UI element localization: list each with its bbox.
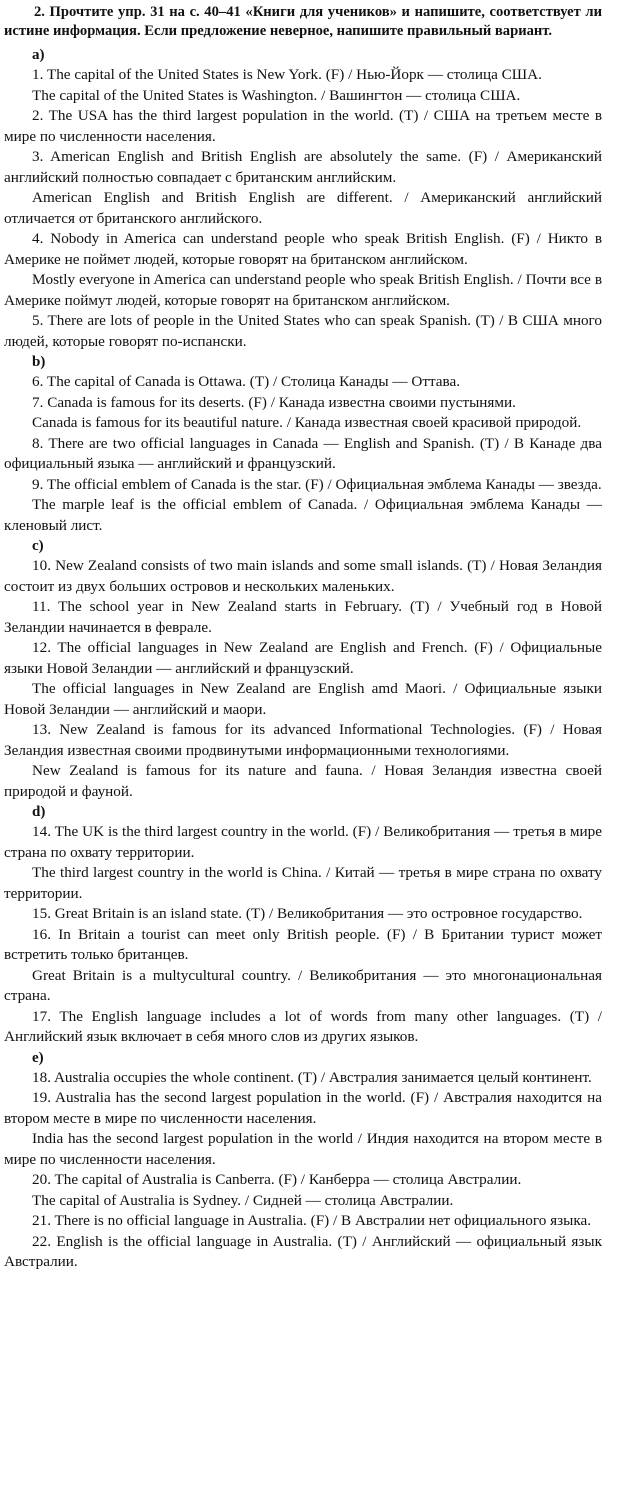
answer-paragraph: India has the second largest population in the world / Индия находится на втором месте в мире по численности населения. [4, 1130, 602, 1168]
answer-paragraph: 10. New Zealand consists of two main islands and some small islands. (T) / Новая Зеландия состоит из двух больших островов и нескольких маленьких. [4, 557, 602, 595]
answer-section [4, 1048, 602, 1273]
answer-paragraph: 18. Australia occupies the whole continent. (T) / Австралия занимается целый континент. [32, 1068, 592, 1086]
answer-sections [4, 45, 602, 1273]
answer-paragraph: 7. Canada is famous for its deserts. (F) / Канада известна своими пустынями. [32, 393, 516, 411]
section-label: b) [32, 354, 46, 370]
answer-paragraph: New Zealand is famous for its nature and fauna. / Новая Зеландия известна своей природой и фауной. [4, 762, 602, 800]
answer-paragraph: 8. There are two official languages in Canada — English and Spanish. (T) / В Канаде два официальный языка — английский и французский. [4, 434, 602, 472]
answer-paragraph: 4. Nobody in America can understand people who speak British English. (F) / Никто в Америке не поймет людей, которые говорят на британском английском. [4, 230, 602, 268]
answer-paragraph: American English and British English are different. / Американский английский отличается от британского английского. [4, 189, 602, 227]
answer-paragraph: 3. American English and British English are absolutely the same. (F) / Американский английский полностью совпадает с британским английским. [4, 148, 602, 186]
answer-paragraph: 13. New Zealand is famous for its advanced Informational Technologies. (F) / Новая Зеландия известная своими продвинутыми информационными технологиями. [4, 721, 602, 759]
answer-paragraph: The marple leaf is the official emblem of Canada. / Официальная эмблема Канады — кленовый лист. [4, 496, 602, 534]
answer-paragraph: 1. The capital of the United States is New York. (F) / Нью-Йорк — столица США. [32, 66, 542, 83]
answer-paragraph: The official languages in New Zealand are English amd Maori. / Официальные языки Новой Зеландии — английский и маори. [4, 680, 602, 718]
answer-paragraph: 16. In Britain a tourist can meet only British people. (F) / В Британии турист может встретить только британцев. [4, 925, 602, 963]
section-label: a) [32, 47, 45, 63]
answer-section [4, 352, 602, 536]
answer-paragraph: 6. The capital of Canada is Ottawa. (T) / Столица Канады — Оттава. [32, 373, 461, 390]
answer-paragraph: 5. There are lots of people in the United States who can speak Spanish. (T) / В США много людей, которые говорят по-испански. [4, 312, 602, 350]
answer-paragraph: Canada is famous for its beautiful nature. / Канада известная своей красивой природой. [32, 414, 582, 431]
answer-paragraph: 17. The English language includes a lot of words from many other languages. (T) / Английский язык включает в себя много слов из других языков. [4, 1007, 602, 1045]
answer-paragraph: 14. The UK is the third largest country in the world. (F) / Великобритания — третья в мире страна по охвату территории. [4, 823, 602, 861]
answer-paragraph: 11. The school year in New Zealand starts in February. (T) / Учебный год в Новой Зеландии начинается в феврале. [4, 598, 602, 636]
section-label: d) [32, 804, 46, 820]
answer-paragraph: 12. The official languages in New Zealand are English and French. (F) / Официальные языки Новой Зеландии — английский и французский. [4, 639, 602, 677]
answer-paragraph: 9. The official emblem of Canada is the star. (F) / Официальная эмблема Канады — звезда. [32, 475, 602, 493]
exercise-heading: 2. Прочтите упр. 31 на с. 40–41 «Книги для учеников» и напишите, соответствует ли истине информация. Если предложение неверное, напишите правильный вариант. [4, 4, 602, 39]
section-label: e) [32, 1049, 44, 1066]
answer-section [4, 536, 602, 802]
answer-paragraph: The third largest country in the world is China. / Китай — третья в мире страна по охвату территории. [4, 864, 602, 902]
answer-paragraph: 22. English is the official language in Australia. (T) / Английский — официальный язык Австралии. [4, 1232, 602, 1270]
answer-paragraph: Great Britain is a multycultural country. / Великобритания — это многонациональная страна. [4, 966, 602, 1004]
answer-paragraph: 20. The capital of Australia is Canberra. (F) / Канберра — столица Австралии. [32, 1171, 522, 1188]
answer-section [4, 45, 602, 352]
answer-paragraph: 15. Great Britain is an island state. (T) / Великобритания — это островное государство. [32, 905, 583, 922]
answer-paragraph: 2. The USA has the third largest population in the world. (T) / США на третьем месте в мире по численности населения. [4, 107, 602, 145]
answer-paragraph: 19. Australia has the second largest population in the world. (F) / Австралия находится на втором месте в мире по численности населения. [4, 1089, 602, 1127]
answer-paragraph: The capital of the United States is Washington. / Вашингтон — столица США. [32, 86, 521, 104]
answer-paragraph: The capital of Australia is Sydney. / Сидней — столица Австралии. [32, 1191, 454, 1209]
answer-paragraph: 21. There is no official language in Australia. (F) / В Австралии нет официального языка. [32, 1212, 591, 1229]
answer-section [4, 802, 602, 1048]
section-label: c) [32, 538, 44, 554]
answer-paragraph: Mostly everyone in America can understand people who speak British English. / Почти все в Америке поймут людей, которые говорят на британском английском. [4, 271, 602, 309]
